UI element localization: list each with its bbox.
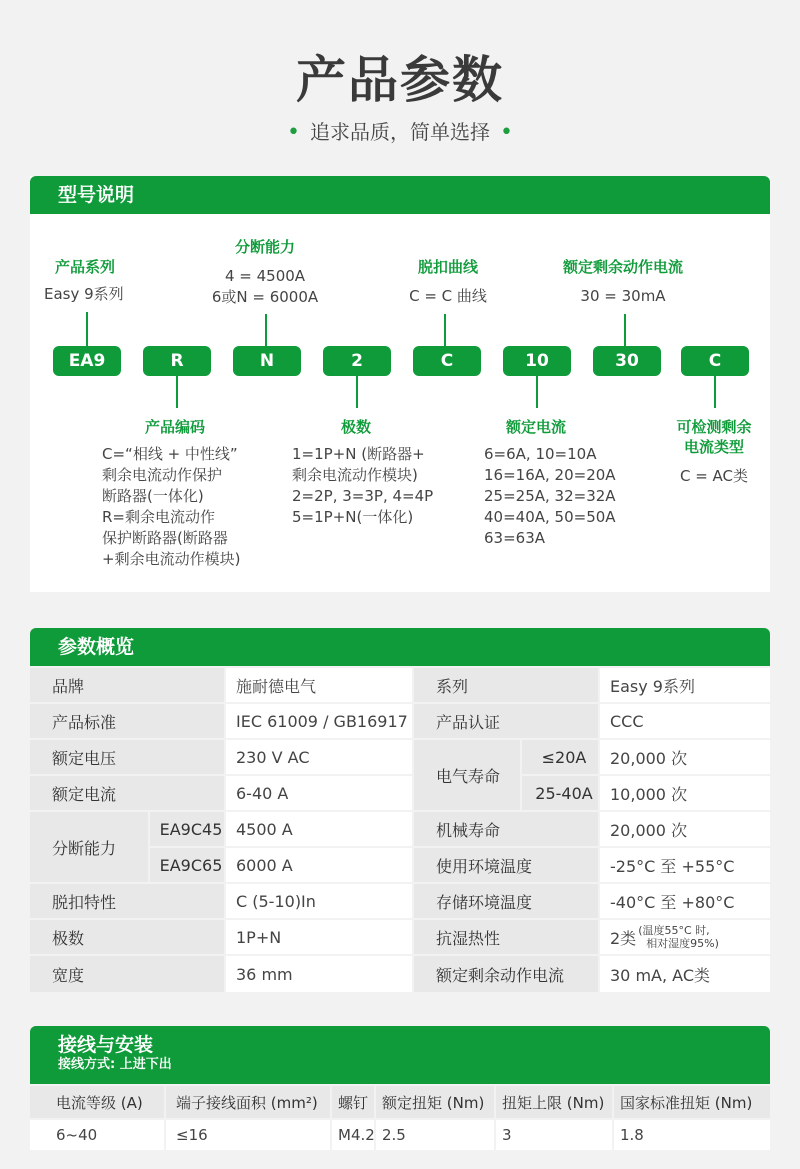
param-key: 额定剩余动作电流 (414, 956, 598, 992)
column-header: 国家标准扭矩 (Nm) (614, 1086, 770, 1118)
param-key: 品牌 (30, 668, 224, 702)
breaking-text-2: 6或N = 6000A (211, 288, 319, 306)
model-section-header: 型号说明 (30, 176, 770, 214)
current-line: 6=6A, 10=10A (484, 445, 597, 463)
param-key: 电气寿命 (414, 740, 520, 810)
code-pill-curve: C (413, 346, 481, 376)
connector-current (536, 376, 538, 408)
param-key: 分断能力 (30, 812, 148, 882)
hero (0, 0, 800, 170)
param-value: 4500 A (226, 812, 412, 846)
poles-line: 1=1P+N (断路器+ (292, 445, 425, 463)
damp-note-2: 相对湿度95%) (646, 937, 719, 950)
params-section (30, 628, 770, 994)
column-header: 电流等级 (A) (30, 1086, 164, 1118)
poles-label: 极数 (340, 418, 371, 436)
damp-note-1: (温度55°C 时, (638, 924, 710, 937)
install-title: 接线与安装 (58, 1034, 154, 1056)
param-key: 极数 (30, 920, 224, 954)
param-value: Easy 9系列 (600, 668, 770, 702)
damp-note (638, 924, 719, 950)
param-subkey: EA9C65 (150, 848, 224, 882)
param-key: 宽度 (30, 956, 224, 992)
table-cell: 3 (496, 1120, 612, 1150)
param-value: 230 V AC (226, 740, 412, 774)
param-key: 抗湿热性 (414, 920, 598, 954)
poles-line: 剩余电流动作模块) (292, 466, 418, 484)
series-label: 产品系列 (54, 258, 115, 276)
page-subtitle (0, 116, 800, 145)
param-value: 30 mA, AC类 (600, 956, 770, 992)
table-cell: 2.5 (376, 1120, 494, 1150)
column-header: 扭矩上限 (Nm) (496, 1086, 612, 1118)
poles-line: 5=1P+N(一体化) (292, 508, 414, 526)
param-key: 使用环境温度 (414, 848, 598, 882)
connector-type (714, 376, 716, 408)
install-section-header (30, 1026, 770, 1084)
param-key: 额定电压 (30, 740, 224, 774)
code-pill-series: EA9 (53, 346, 121, 376)
residual-label: 额定剩余动作电流 (562, 258, 683, 276)
param-value: 20,000 次 (600, 740, 770, 774)
current-line: 40=40A, 50=50A (484, 508, 616, 526)
code-pill-type: C (681, 346, 749, 376)
code-line: 剩余电流动作保护 (102, 466, 223, 484)
code-pill-breaking: N (233, 346, 301, 376)
curve-text: C = C 曲线 (409, 287, 487, 305)
table-cell: ≤16 (166, 1120, 330, 1150)
current-line: 25=25A, 32=32A (484, 487, 616, 505)
connector-residual (624, 314, 626, 346)
current-line: 63=63A (484, 529, 546, 547)
connector-poles (356, 376, 358, 408)
param-key: 系列 (414, 668, 598, 702)
param-value: 施耐德电气 (226, 668, 412, 702)
param-key: 存储环境温度 (414, 884, 598, 918)
param-subkey: EA9C45 (150, 812, 224, 846)
current-line: 16=16A, 20=20A (484, 466, 616, 484)
connector-curve (444, 314, 446, 346)
series-text: Easy 9系列 (44, 285, 124, 303)
code-line: +剩余电流动作模块) (102, 550, 241, 568)
connector-series (86, 312, 88, 346)
param-key: 额定电流 (30, 776, 224, 810)
param-value: C (5-10)In (226, 884, 412, 918)
param-value: 6000 A (226, 848, 412, 882)
residual-text: 30 = 30mA (580, 287, 666, 305)
column-header: 螺钉 (332, 1086, 374, 1118)
code-line: 保护断路器(断路器 (102, 529, 228, 547)
connector-code (176, 376, 178, 408)
curve-label: 脱扣曲线 (417, 258, 478, 276)
breaking-text-1: 4 = 4500A (224, 267, 306, 285)
table-cell: M4.2 (332, 1120, 374, 1150)
column-header: 额定扭矩 (Nm) (376, 1086, 494, 1118)
code-label: 产品编码 (144, 418, 205, 436)
type-label-2: 电流类型 (683, 438, 744, 456)
param-value: -25°C 至 +55°C (600, 848, 770, 882)
table-cell: 1.8 (614, 1120, 770, 1150)
current-label: 额定电流 (505, 418, 566, 436)
param-key: 机械寿命 (414, 812, 598, 846)
param-value: IEC 61009 / GB16917 (226, 704, 412, 738)
column-header: 端子接线面积 (mm²) (166, 1086, 330, 1118)
code-line: C=“相线 + 中性线” (102, 445, 238, 463)
code-line: 断路器(一体化) (102, 487, 204, 505)
code-pill-poles: 2 (323, 346, 391, 376)
code-line: R=剩余电流动作 (102, 508, 215, 526)
connector-breaking (265, 314, 267, 346)
subtitle-text: 追求品质，简单选择 (310, 120, 490, 144)
page-title: 产品参数 (296, 51, 504, 109)
params-section-header: 参数概览 (30, 628, 770, 666)
damp-class: 2类 (610, 928, 637, 948)
breaking-label: 分断能力 (234, 238, 295, 256)
param-value: CCC (600, 704, 770, 738)
param-value: 10,000 次 (600, 776, 770, 810)
code-pill-code: R (143, 346, 211, 376)
install-subtitle: 接线方式: 上进下出 (58, 1057, 172, 1072)
param-key: 产品认证 (414, 704, 598, 738)
param-value: 20,000 次 (600, 812, 770, 846)
param-key: 产品标准 (30, 704, 224, 738)
bullet-icon: • (500, 120, 513, 145)
bullet-icon: • (287, 120, 300, 145)
param-value: 6-40 A (226, 776, 412, 810)
param-value-damp (600, 920, 770, 954)
param-value: -40°C 至 +80°C (600, 884, 770, 918)
type-label-1: 可检测剩余 (676, 418, 752, 436)
param-value: 1P+N (226, 920, 412, 954)
param-value: 36 mm (226, 956, 412, 992)
param-subkey: 25-40A (522, 776, 598, 810)
table-cell: 6~40 (30, 1120, 164, 1150)
code-pill-residual: 30 (593, 346, 661, 376)
install-section (30, 1026, 770, 1150)
model-section (30, 176, 770, 592)
code-pill-current: 10 (503, 346, 571, 376)
poles-line: 2=2P, 3=3P, 4=4P (292, 487, 434, 505)
type-text: C = AC类 (679, 467, 749, 485)
param-key: 脱扣特性 (30, 884, 224, 918)
param-subkey: ≤20A (522, 740, 598, 774)
